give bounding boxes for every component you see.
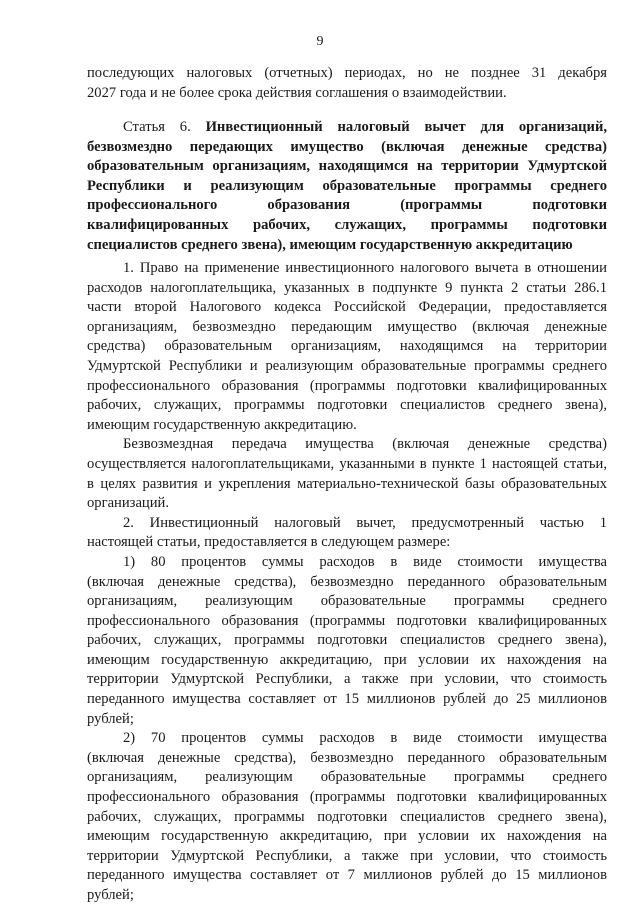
text-line: территории Удмуртской Республики, а также при условии, что стоимость [87, 671, 607, 688]
page-number: 9 [316, 34, 324, 49]
text-line: 2) 70 процентов суммы расходов в виде стоимости имущества [123, 730, 607, 747]
article-heading-first-line [87, 118, 607, 138]
article-body [87, 259, 607, 906]
text-line: средства) образовательным организациям, находящимся на территории [87, 338, 607, 355]
article-title-line: специалистов среднего звена), имеющим государственную аккредитацию [87, 236, 573, 253]
article-title-line: образовательным организациям, находящимся на территории Удмуртской [87, 158, 607, 175]
article-title-line: Инвестиционный налоговый вычет для организаций, [205, 119, 608, 135]
text-line: части второй Налогового кодекса Российской Федерации, предоставляется [87, 299, 607, 316]
text-line: Удмуртской Республики и реализующим образовательные программы среднего [87, 357, 607, 374]
text-line: (включая денежные средства), безвозмездно переданного образовательным [87, 749, 607, 766]
article-title-line: безвозмездно передающих имущество (включая денежные средства) [87, 138, 607, 155]
article-label: Статья 6. [123, 119, 191, 135]
text-line: 2027 года и не более срока действия соглашения о взаимодействии. [87, 84, 507, 101]
article-title-line: квалифицированных рабочих, служащих, программы подготовки [87, 216, 607, 233]
text-line: организациям, реализующим образовательные программы среднего [87, 769, 607, 786]
text-line: профессионального образования (программы подготовки квалифицированных [87, 612, 607, 629]
article-title-line: профессионального образования (программы подготовки [87, 197, 607, 214]
text-line: профессионального образования (программы подготовки квалифицированных [87, 377, 607, 394]
article-heading [87, 118, 607, 255]
intro-paragraph [87, 64, 607, 103]
text-line: имеющим государственную аккредитацию, при условии их нахождения на [87, 651, 607, 668]
text-line: организациям, безвозмездно передающим имущество (включая денежные [87, 318, 607, 335]
text-line: организаций. [87, 495, 169, 512]
text-line: организациям, реализующим образовательные программы среднего [87, 593, 607, 610]
article-title-line: Республики и реализующим образовательные программы среднего [87, 177, 607, 194]
text-line: в целях развития и укрепления материально-технической базы образовательных [87, 475, 607, 492]
text-line: рабочих, служащих, программы подготовки специалистов среднего звена), [87, 808, 607, 825]
text-line: расходов налогоплательщика, указанных в подпункте 9 пункта 2 статьи 286.1 [87, 279, 607, 296]
text-line: имеющим государственную аккредитацию, при условии их нахождения на [87, 828, 607, 845]
text-line: переданного имущества составляет от 15 миллионов рублей до 25 миллионов [87, 691, 607, 708]
text-line: имеющим государственную аккредитацию. [87, 416, 357, 433]
text-line: рабочих, служащих, программы подготовки специалистов среднего звена), [87, 397, 607, 414]
text-line: осуществляется налогоплательщиками, указанными в пункте 1 настоящей статьи, [87, 455, 607, 472]
text-line: профессионального образования (программы подготовки квалифицированных [87, 789, 607, 806]
text-line: 1) 80 процентов суммы расходов в виде стоимости имущества [123, 553, 607, 570]
text-line: рабочих, служащих, программы подготовки специалистов среднего звена), [87, 632, 607, 649]
text-line: 2. Инвестиционный налоговый вычет, предусмотренный частью 1 [123, 514, 607, 531]
text-line: 1. Право на применение инвестиционного налогового вычета в отношении [123, 260, 607, 276]
text-line: (включая денежные средства), безвозмездно переданного образовательным [87, 573, 607, 590]
text-line: территории Удмуртской Республики, а также при условии, что стоимость [87, 847, 607, 864]
text-line: Безвозмездная передача имущества (включая денежные средства) [123, 436, 607, 453]
text-line: последующих налоговых (отчетных) периодах, но не позднее 31 декабря [87, 65, 607, 81]
text-line: рублей; [87, 887, 134, 903]
text-line: рублей; [87, 710, 134, 727]
text-line: переданного имущества составляет от 7 миллионов рублей до 15 миллионов [87, 867, 607, 884]
text-line: настоящей статьи, предоставляется в следующем размере: [87, 534, 451, 551]
